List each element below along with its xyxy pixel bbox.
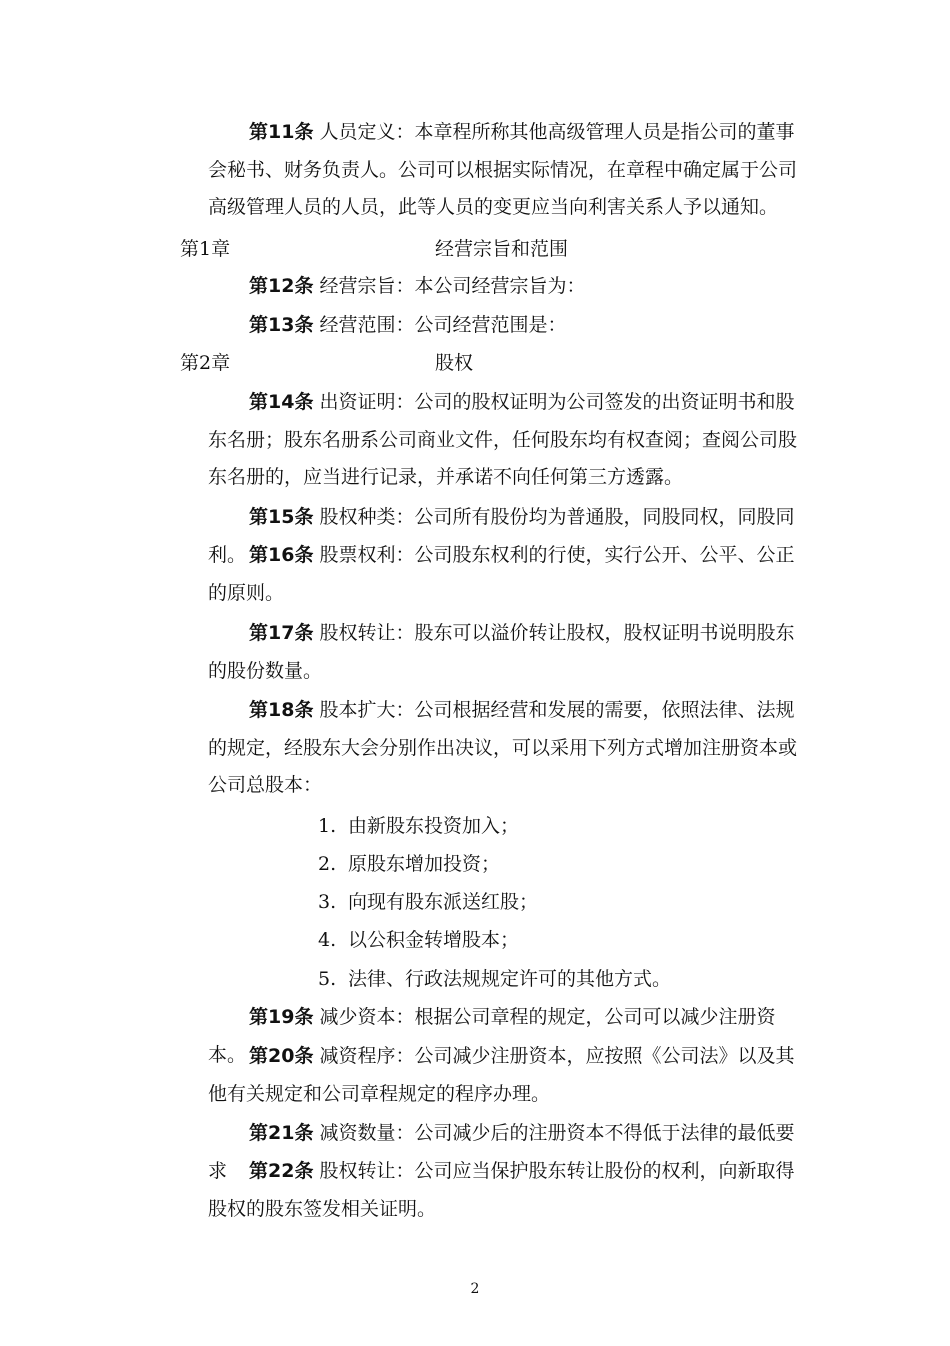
article-12 xyxy=(208,268,808,306)
article-13 xyxy=(208,307,808,345)
list-text: 以公积金转增股本； xyxy=(348,929,520,951)
article-17 xyxy=(208,615,808,690)
list-item xyxy=(318,808,519,846)
article-number: 第15条 xyxy=(249,506,314,528)
article-number: 第21条 xyxy=(249,1122,314,1144)
list-item xyxy=(318,884,538,922)
article-16 xyxy=(208,537,808,612)
article-text: 人员定义：本章程所称其他高级管理人员是指公司的董事会秘书、财务负责人。公司可以根据实际情况，在章程中确定属于公司高级管理人员的人员，此等人员的变更应当向利害关系人予以通知。 xyxy=(208,121,798,218)
article-text: 股权转让：股东可以溢价转让股权，股权证明书说明股东的股份数量。 xyxy=(208,622,795,682)
article-text: 减资程序：公司减少注册资本，应按照《公司法》以及其他有关规定和公司章程规定的程序办理。 xyxy=(208,1045,795,1105)
list-number: 4. xyxy=(318,929,337,951)
article-number: 第18条 xyxy=(249,699,314,721)
chapter-label: 第2章 xyxy=(180,352,231,374)
article-text: 股本扩大：公司根据经营和发展的需要，依照法律、法规的规定，经股东大会分别作出决议，可以采用下列方式增加注册资本或公司总股本： xyxy=(208,699,798,796)
list-number: 3. xyxy=(318,891,337,913)
article-text: 股权转让：公司应当保护股东转让股份的权利，向新取得股权的股东签发相关证明。 xyxy=(208,1160,795,1220)
chapter-title: 经营宗旨和范围 xyxy=(435,238,569,260)
article-text: 出资证明：公司的股权证明为公司签发的出资证明书和股东名册；股东名册系公司商业文件，任何股东均有权查阅；查阅公司股东名册的，应当进行记录，并承诺不向任何第三方透露。 xyxy=(208,391,798,488)
article-14 xyxy=(208,384,808,497)
chapter-label: 第1章 xyxy=(180,238,231,260)
article-11 xyxy=(208,114,808,227)
list-number: 5. xyxy=(318,968,337,990)
page-number: 2 xyxy=(470,1281,480,1297)
article-number: 第11条 xyxy=(249,121,314,143)
article-text: 减少资本：根据公司章程的规定，公司可以减少注册资本。 xyxy=(208,1006,776,1066)
article-18 xyxy=(208,692,808,805)
list-text: 由新股东投资加入； xyxy=(348,815,520,837)
article-text: 经营范围：公司经营范围是： xyxy=(313,314,567,336)
article-number: 第16条 xyxy=(249,544,314,566)
list-item xyxy=(318,922,519,960)
article-number: 第12条 xyxy=(249,275,314,297)
chapter-heading xyxy=(180,345,474,383)
list-item xyxy=(318,961,671,999)
article-text: 经营宗旨：本公司经营宗旨为： xyxy=(313,275,586,297)
article-number: 第19条 xyxy=(249,1006,314,1028)
list-text: 向现有股东派送红股； xyxy=(348,891,539,913)
article-number: 第17条 xyxy=(249,622,314,644)
article-number: 第22条 xyxy=(249,1160,314,1182)
article-number: 第14条 xyxy=(249,391,314,413)
chapter-heading xyxy=(180,231,569,269)
chapter-title: 股权 xyxy=(435,352,474,374)
article-20 xyxy=(208,1038,808,1113)
list-text: 法律、行政法规规定许可的其他方式。 xyxy=(348,968,672,990)
list-number: 1. xyxy=(318,815,337,837)
article-22 xyxy=(208,1153,808,1228)
list-number: 2. xyxy=(318,853,337,875)
list-text: 原股东增加投资； xyxy=(348,853,501,875)
article-number: 第20条 xyxy=(249,1045,314,1067)
list-item xyxy=(318,846,500,884)
article-text: 股票权利：公司股东权利的行使，实行公开、公平、公正的原则。 xyxy=(208,544,795,604)
article-number: 第13条 xyxy=(249,314,314,336)
article-text: 减资数量：公司减少后的注册资本不得低于法律的最低要求 xyxy=(208,1122,795,1182)
article-text: 股权种类：公司所有股份均为普通股，同股同权，同股同利。 xyxy=(208,506,795,566)
